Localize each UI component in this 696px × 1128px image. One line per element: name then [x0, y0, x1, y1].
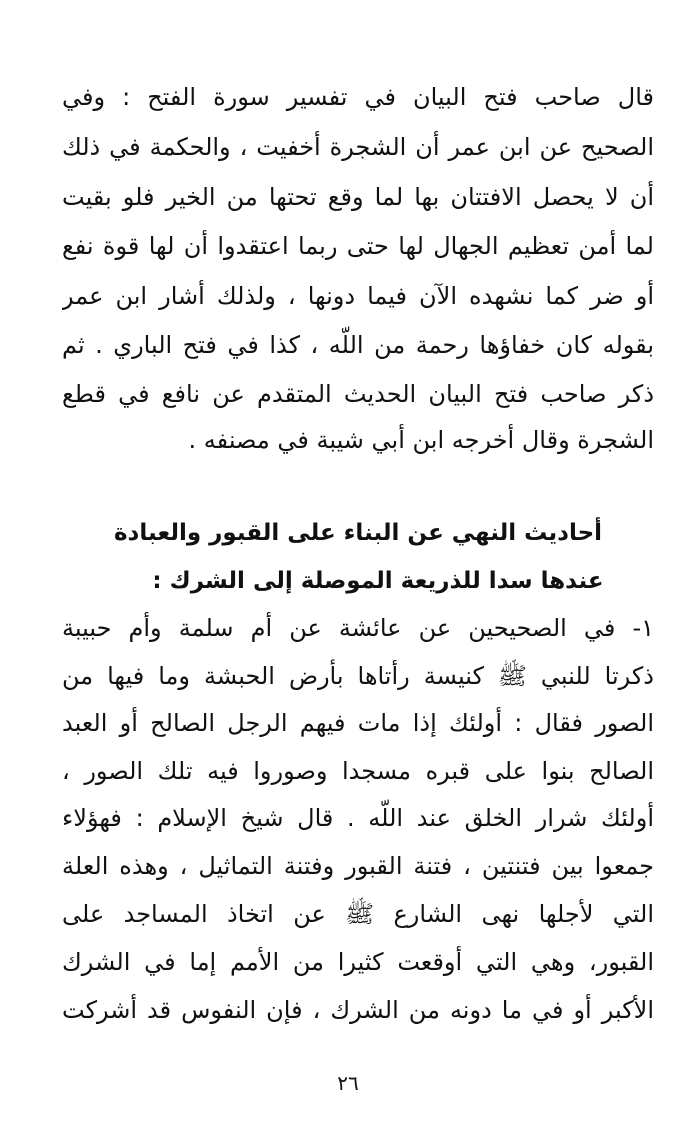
page-number: ٢٦ [337, 1071, 359, 1095]
paragraph-2-line-4: الصالح بنوا على قبره مسجدا وصوروا فيه تلك الصور ، [62, 757, 654, 785]
paragraph-2-line-5: أولئك شرار الخلق عند اللّه . قال شيخ الإسلام : فهؤلاء [62, 804, 654, 832]
paragraph-1-line-6: بقوله كان خفاؤها رحمة من اللّه ، كذا في فتح الباري . ثم [62, 331, 654, 359]
paragraph-1-line-3: أن لا يحصل الافتتان بها لما وقع تحتها من الخير فلو بقيت [62, 183, 654, 211]
paragraph-1-line-8: الشجرة وقال أخرجه ابن أبي شيبة في مصنفه . [188, 426, 654, 454]
paragraph-2-line-6: جمعوا بين فتنتين ، فتنة القبور وفتنة التماثيل ، وهذه العلة [62, 852, 654, 880]
section-heading-line-2: عندها سدا للذريعة الموصلة إلى الشرك : [152, 568, 604, 594]
paragraph-1-line-4: لما أمن تعظيم الجهال لها حتى ربما اعتقدوا أن لها قوة نفع [62, 232, 654, 260]
paragraph-2-line-8: القبور، وهي التي أوقعت كثيرا من الأمم إما في الشرك [62, 948, 654, 976]
paragraph-2-line-9: الأكبر أو في ما دونه من الشرك ، فإن النفوس قد أشركت [62, 996, 654, 1024]
paragraph-1-line-7: ذكر صاحب فتح البيان الحديث المتقدم عن نافع في قطع [62, 380, 654, 408]
paragraph-1-line-1: قال صاحب فتح البيان في تفسير سورة الفتح : وفي [62, 83, 654, 111]
paragraph-2-line-1: ١- في الصحيحين عن عائشة عن أم سلمة وأم حبيبة [62, 614, 654, 642]
section-heading-line-1: أحاديث النهي عن البناء على القبور والعبادة [113, 520, 603, 546]
paragraph-1-line-2: الصحيح عن ابن عمر أن الشجرة أخفيت ، والحكمة في ذلك [62, 133, 654, 161]
paragraph-2-line-2: ذكرتا للنبي ﷺ كنيسة رأتاها بأرض الحبشة وما فيها من [62, 662, 654, 690]
paragraph-2-line-7: التي لأجلها نهى الشارع ﷺ عن اتخاذ المساجد على [62, 900, 654, 928]
paragraph-1-line-5: أو ضر كما نشهده الآن فيما دونها ، ولذلك أشار ابن عمر [62, 282, 654, 310]
paragraph-2-line-3: الصور فقال : أولئك إذا مات فيهم الرجل الصالح أو العبد [62, 709, 654, 737]
